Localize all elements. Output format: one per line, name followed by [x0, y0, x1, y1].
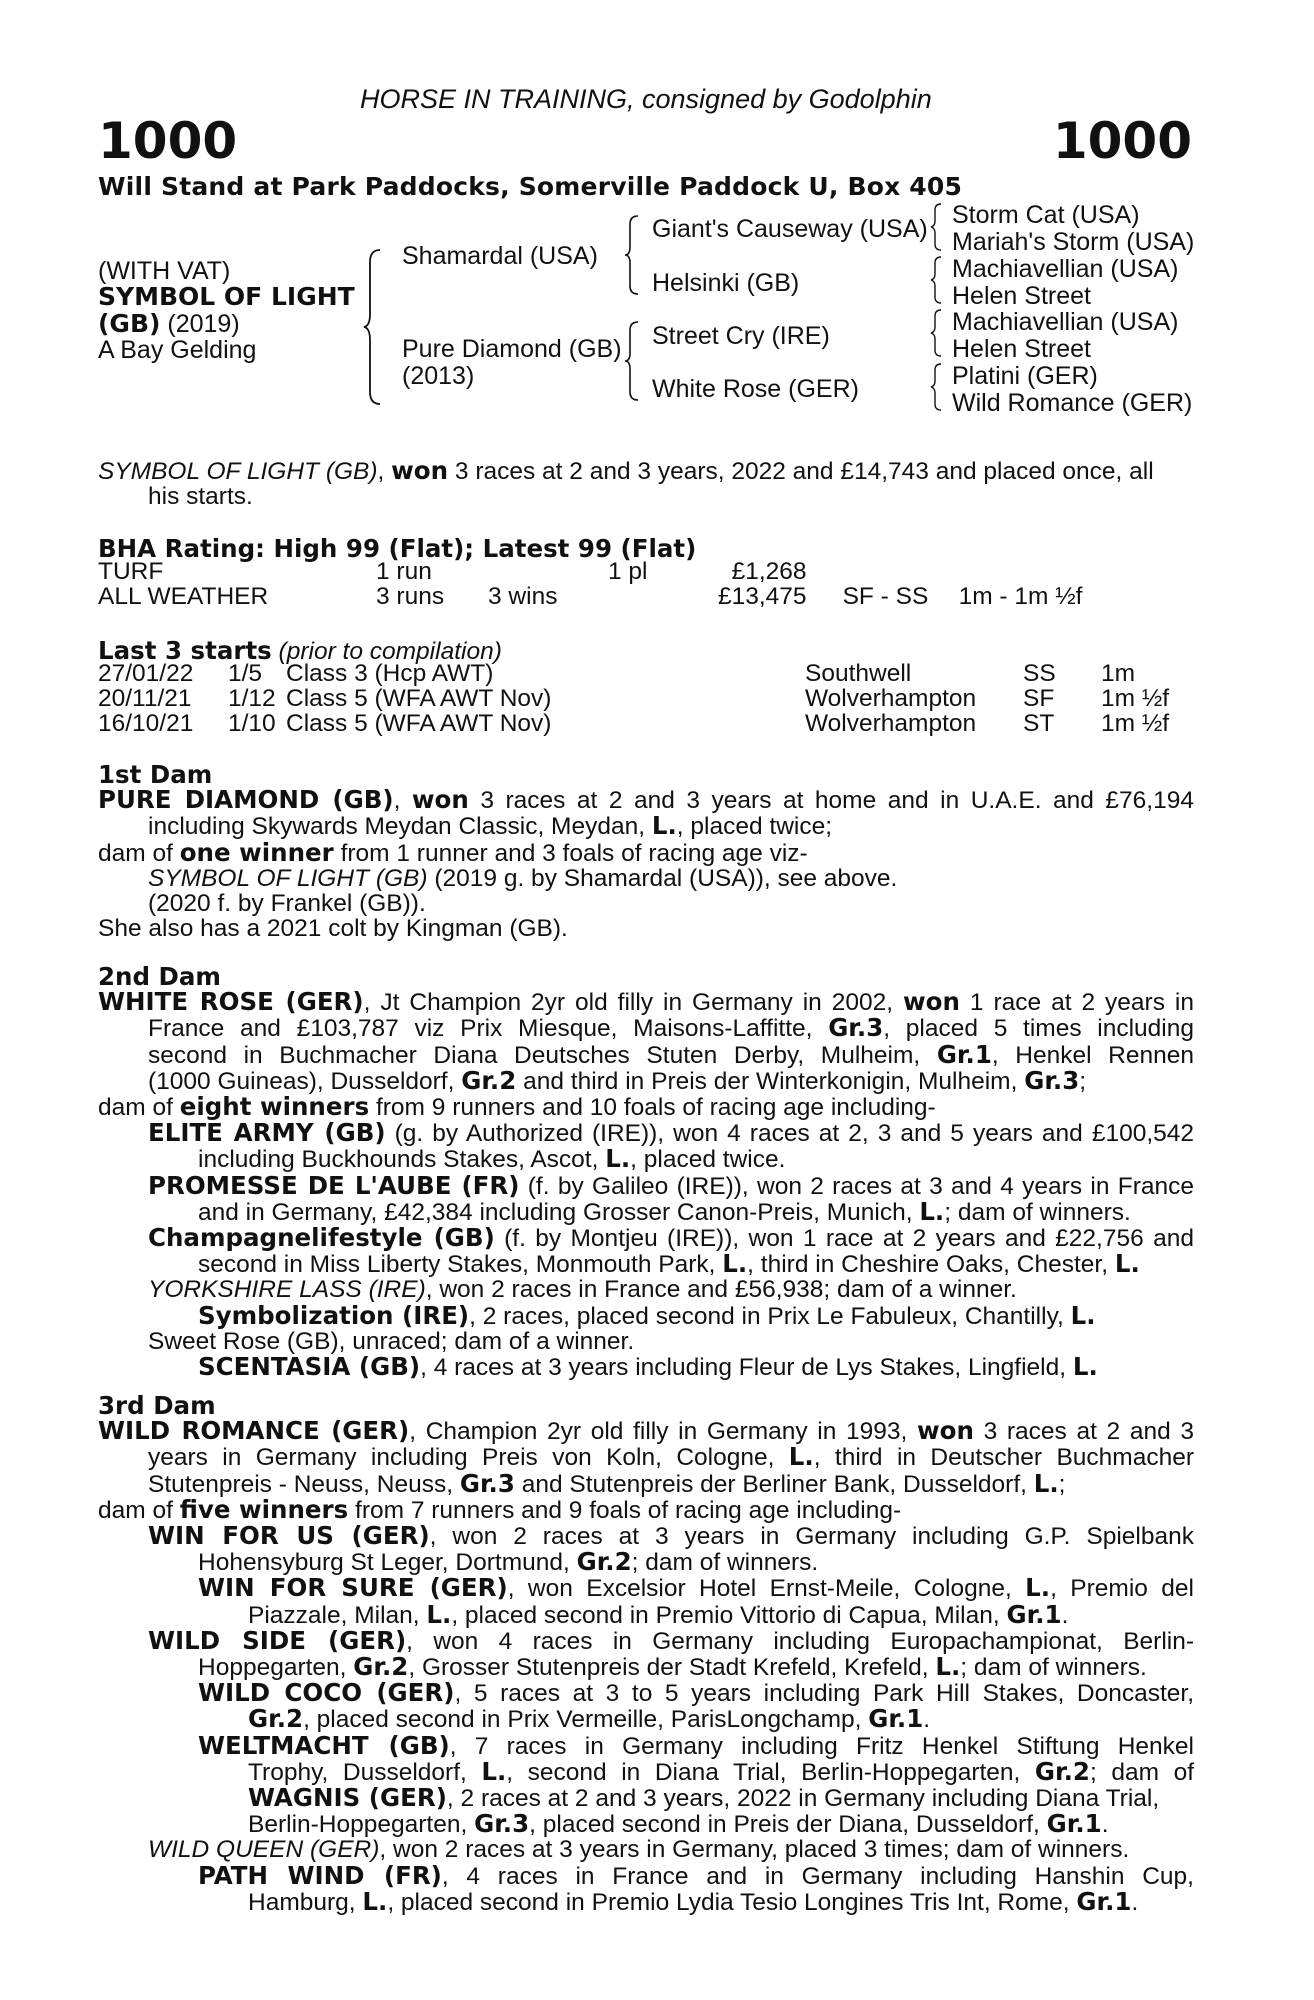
grade-label: Gr.2	[353, 1652, 409, 1682]
start-position: 1/5	[228, 660, 263, 687]
text: Berlin-Hoppegarten,	[248, 1811, 475, 1839]
text: ,	[393, 787, 412, 815]
second-dam-line	[98, 1354, 1194, 1380]
progeny-name: WILD SIDE (GER)	[148, 1625, 407, 1655]
text: from 7 runners and 9 foals of racing age including-	[348, 1496, 902, 1524]
progeny-name: WAGNIS (GER)	[248, 1783, 447, 1813]
text: , won 2 races in France and £56,938; dam of a winner.	[425, 1276, 1017, 1304]
grade-label: L.	[605, 1144, 631, 1174]
text: 3 races at 2 and 3	[973, 1418, 1194, 1446]
runs-cell: 1 run	[376, 558, 432, 585]
summary-horse-name: SYMBOL OF LIGHT (GB)	[98, 458, 378, 485]
wins-cell: 3 wins	[488, 583, 558, 611]
third-dam-line	[98, 1706, 1194, 1732]
progeny-name: WILD COCO (GER)	[198, 1678, 455, 1708]
runs-cell: 3 runs	[376, 583, 445, 611]
grade-label: Gr.1	[1006, 1599, 1062, 1629]
start-position: 1/12	[228, 685, 276, 713]
progeny-name: Symbolization (IRE)	[198, 1300, 470, 1330]
second-dam-line	[98, 1120, 1194, 1146]
third-dam-line	[98, 1418, 1194, 1444]
distance-cell: 1m - 1m ½f	[958, 583, 1083, 611]
turf-row	[98, 559, 1082, 584]
grade-label: Gr.2	[461, 1065, 517, 1095]
race-summary: SYMBOL OF LIGHT (GB), won 3 races at 2 and 3 years, 2022 and £14,743 and placed once, all his starts.	[98, 458, 1194, 509]
third-dam-line	[98, 1444, 1194, 1470]
text: (2019 g. by Shamardal (USA)), see above.	[427, 864, 898, 892]
text: , 4 races in France and in Germany including Hanshin Cup,	[441, 1862, 1194, 1890]
first-dam-line: She also has a 2021 colt by Kingman (GB).	[98, 915, 568, 943]
grade-label: L.	[935, 1652, 961, 1682]
grade-label: Gr.1	[1046, 1809, 1102, 1839]
grade-label: Gr.1	[1076, 1886, 1132, 1916]
grade-label: Gr.2	[576, 1547, 632, 1577]
grade-label: Gr.2	[1034, 1756, 1090, 1786]
second-dam-line	[98, 1065, 1194, 1095]
text: , won 2 races at 3 years in Germany including G.P. Spielbank	[429, 1523, 1195, 1551]
third-dam-line	[98, 1468, 1194, 1498]
second-dam-line	[98, 1277, 1194, 1302]
text: , Jt Champion 2yr old filly in Germany in 2002,	[363, 989, 904, 1017]
second-dam-line	[98, 1146, 1194, 1172]
second-dam-line	[98, 1170, 1194, 1200]
second-dam-section	[98, 964, 1194, 1380]
start-date: 20/11/21	[98, 685, 192, 713]
third-dam-line	[98, 1756, 1195, 1786]
pedigree-brace-main	[362, 248, 384, 406]
winners-count: five winners	[179, 1494, 349, 1524]
grade-label: L.	[426, 1599, 452, 1629]
grade-label: L.	[788, 1442, 814, 1472]
placed-cell	[608, 584, 718, 609]
first-dam-line	[98, 866, 1194, 891]
sire-sire: Giant's Causeway (USA)	[652, 215, 928, 243]
start-race: Class 5 (WFA AWT Nov)	[286, 685, 552, 713]
text: dam of	[98, 1094, 180, 1122]
third-dam-line	[98, 1549, 1194, 1575]
grade-label: L.	[722, 1249, 748, 1279]
gg-dam-dam-dam: Wild Romance (GER)	[952, 389, 1193, 417]
text: , Premio del	[1050, 1575, 1194, 1603]
text: ; dam of winners.	[960, 1654, 1147, 1682]
pedigree-brace-g3-3	[930, 308, 944, 358]
text: , placed second in Preis der Diana, Dusseldorf,	[529, 1811, 1047, 1839]
third-dam-line	[98, 1599, 1194, 1629]
text: , won 4 races in Germany including Europachampionat, Berlin-	[406, 1627, 1194, 1655]
text: , 5 races at 3 to 5 years including Park Hill Stakes, Doncaster,	[454, 1680, 1194, 1708]
start-row	[98, 661, 1169, 686]
grade-label: L.	[1025, 1573, 1051, 1603]
text: (f. by Galileo (IRE)), won 2 races at 3 and 4 years in France	[519, 1172, 1194, 1200]
start-course: Wolverhampton	[805, 710, 977, 738]
third-dam-line	[98, 1860, 1194, 1890]
start-course: Wolverhampton	[805, 685, 977, 713]
text: , third in Deutscher Buchmacher	[813, 1444, 1194, 1472]
grade-label: L.	[362, 1886, 388, 1916]
text: , placed 5 times including	[883, 1015, 1194, 1043]
won-label: won	[411, 785, 469, 815]
third-dam-line	[98, 1811, 1194, 1837]
second-dam-line	[98, 1300, 1194, 1330]
text: , placed second in Premio Lydia Tesio Longines Tris Int, Rome,	[387, 1888, 1077, 1916]
text: and Stutenpreis der Berliner Bank, Dusseldorf,	[514, 1470, 1034, 1498]
dam-name: WILD ROMANCE (GER)	[98, 1416, 410, 1446]
start-going: SF	[1023, 685, 1055, 713]
won-label: won	[903, 987, 960, 1017]
dam-dam: White Rose (GER)	[652, 375, 859, 403]
text: ;	[1058, 1470, 1066, 1498]
grade-label: L.	[1070, 1300, 1096, 1330]
text: (1000 Guineas), Dusseldorf,	[148, 1067, 462, 1095]
start-date: 16/10/21	[98, 710, 194, 738]
going-cell	[807, 559, 959, 584]
text: , won Excelsior Hotel Ernst-Meile, Cologne,	[507, 1575, 1026, 1603]
grade-label: L.	[481, 1756, 507, 1786]
text: including Skywards Meydan Classic, Meydan,	[148, 813, 652, 841]
third-dam-line	[98, 1523, 1194, 1549]
third-dam-line	[98, 1785, 1194, 1811]
progeny-name: WILD QUEEN (GER)	[148, 1836, 380, 1864]
progeny-name: PATH WIND (FR)	[198, 1860, 442, 1890]
second-dam-line	[98, 1251, 1194, 1277]
summary-text-2: his starts.	[148, 483, 253, 511]
progeny-name: Champagnelifestyle (GB)	[148, 1223, 495, 1253]
second-dam-line	[98, 1225, 1194, 1251]
gg-dam-sire-dam: Helen Street	[952, 335, 1091, 363]
text: (g. by Authorized (IRE)), won 4 races at 2, 3 and 5 years and £100,542	[385, 1120, 1195, 1148]
third-dam-line	[98, 1886, 1194, 1916]
second-dam-heading: 2nd Dam	[98, 962, 221, 991]
dam-name: Pure Diamond (GB)	[402, 335, 622, 363]
start-going: ST	[1023, 710, 1055, 738]
text: and in Germany, £42,384 including Grosser Canon-Preis, Munich,	[198, 1198, 920, 1226]
consignor-heading: HORSE IN TRAINING, consigned by Godolphin	[360, 84, 932, 114]
text: , placed second in Premio Vittorio di Capua, Milan,	[451, 1601, 1007, 1629]
first-dam-line	[98, 787, 1194, 813]
last-starts-table	[98, 661, 1169, 737]
text: ; dam of	[1089, 1758, 1195, 1786]
pedigree-brace-sire	[624, 214, 642, 296]
text: from 9 runners and 10 foals of racing age including-	[369, 1094, 936, 1122]
text: .	[923, 1706, 931, 1734]
third-dam-heading: 3rd Dam	[98, 1391, 216, 1420]
text: , 7 races in Germany including Fritz Henkel Stiftung Henkel	[449, 1732, 1194, 1760]
lot-number-left: 1000	[98, 112, 238, 170]
start-row	[98, 711, 1169, 736]
start-position: 1/10	[228, 710, 276, 738]
start-date: 27/01/22	[98, 660, 194, 687]
start-distance: 1m	[1101, 660, 1136, 687]
grade-label: L.	[1033, 1468, 1059, 1498]
text: .	[1131, 1888, 1139, 1916]
third-dam-line	[98, 1654, 1194, 1680]
grade-label: Gr.3	[828, 1013, 884, 1043]
text: ; dam of winners.	[944, 1198, 1131, 1226]
text: including Buckhounds Stakes, Ascot,	[198, 1146, 606, 1174]
second-dam-line	[98, 1015, 1194, 1041]
third-dam-line	[98, 1494, 1194, 1524]
progeny-name: WIN FOR US (GER)	[148, 1521, 430, 1551]
third-dam-line	[98, 1575, 1194, 1601]
text: , placed twice;	[676, 813, 833, 841]
start-race: Class 5 (WFA AWT Nov)	[286, 710, 552, 738]
dam-sire: Street Cry (IRE)	[652, 322, 830, 350]
third-dam-section	[98, 1393, 1194, 1915]
text: dam of	[98, 839, 180, 867]
going-cell: SF - SS	[842, 583, 929, 611]
grade-label: Gr.3	[1024, 1065, 1080, 1095]
pedigree-brace-dam	[624, 320, 642, 402]
grade-label: Gr.1	[936, 1039, 992, 1069]
bha-rating-text: BHA Rating: High 99 (Flat); Latest 99 (Flat)	[98, 534, 697, 563]
second-dam-line: Sweet Rose (GB), unraced; dam of a winner.	[148, 1327, 635, 1355]
last-starts-heading: Last 3 starts	[98, 636, 272, 665]
text: ;	[1079, 1067, 1087, 1095]
grade-label: Gr.3	[459, 1468, 515, 1498]
third-dam-line	[98, 1625, 1194, 1655]
gg-sire-dam-dam: Helen Street	[952, 282, 1091, 310]
pedigree-brace-g3-1	[930, 202, 944, 252]
grade-label: L.	[651, 811, 677, 841]
text: , 2 races, placed second in Prix Le Fabuleux, Chantilly,	[469, 1302, 1071, 1330]
text: , Henkel Rennen	[991, 1041, 1194, 1069]
text: years in Germany including Preis von Koln, Cologne,	[148, 1444, 789, 1472]
text: , 2 races at 2 and 3 years, 2022 in Germany including Diana Trial,	[446, 1785, 1160, 1813]
text: (f. by Montjeu (IRE)), won 1 race at 2 years and £22,756 and	[494, 1225, 1194, 1253]
first-dam-section	[98, 762, 1194, 941]
text: Hamburg,	[248, 1888, 363, 1916]
text: , won 2 races at 3 years in Germany, placed 3 times; dam of winners.	[379, 1836, 1130, 1864]
horse-year: (2019)	[160, 310, 240, 338]
gg-sire-sire-sire: Storm Cat (USA)	[952, 201, 1140, 229]
grade-label: L.	[919, 1196, 945, 1226]
horse-country-year	[98, 309, 240, 339]
start-course: Southwell	[805, 660, 912, 687]
vat-note: (WITH VAT)	[98, 257, 231, 285]
text: .	[1061, 1601, 1069, 1629]
gg-dam-dam-sire: Platini (GER)	[952, 362, 1098, 390]
text: France and £103,787 viz Prix Miesque, Maisons-Laffitte,	[148, 1015, 829, 1043]
first-dam-heading: 1st Dam	[98, 760, 213, 789]
text: ; dam of winners.	[631, 1549, 819, 1577]
second-dam-line	[98, 989, 1194, 1015]
horse-country: (GB)	[98, 309, 161, 338]
start-distance: 1m ½f	[1101, 710, 1170, 738]
first-dam-line: (2020 f. by Frankel (GB)).	[148, 890, 426, 918]
second-dam-line	[98, 1039, 1194, 1069]
text: from 1 runner and 3 foals of racing age viz-	[333, 839, 808, 867]
text: dam of	[98, 1496, 180, 1524]
text: Hoppegarten,	[198, 1654, 354, 1682]
gg-dam-sire-sire: Machiavellian (USA)	[952, 308, 1179, 336]
start-going: SS	[1023, 660, 1056, 687]
text: Piazzale, Milan,	[248, 1601, 427, 1629]
winners-count: one winner	[179, 837, 334, 867]
text: , Champion 2yr old filly in Germany in 1993,	[409, 1418, 917, 1446]
prize-cell: £1,268	[731, 558, 807, 585]
third-dam-line	[98, 1680, 1194, 1706]
start-row	[98, 686, 1169, 711]
text: Hohensyburg St Leger, Dortmund,	[198, 1549, 577, 1577]
placed-cell: 1 pl	[608, 558, 648, 585]
form-summary-table	[98, 559, 1082, 609]
text: 3 races at 2 and 3 years at home and in U.A.E. and £76,194	[468, 787, 1194, 815]
second-dam-line	[98, 1094, 1194, 1120]
start-distance: 1m ½f	[1101, 685, 1170, 713]
third-dam-line	[98, 1730, 1194, 1760]
text: Trophy, Dusseldorf,	[248, 1758, 482, 1786]
horse-name: SYMBOL OF LIGHT	[98, 282, 355, 311]
text: , second in Diana Trial, Berlin-Hoppegarten,	[506, 1758, 1035, 1786]
surface-cell: TURF	[98, 558, 164, 585]
text: Stutenpreis - Neuss, Neuss,	[148, 1470, 460, 1498]
sire-dam: Helsinki (GB)	[652, 269, 800, 297]
third-dam-line	[98, 1837, 1194, 1862]
pedigree-brace-g3-4	[930, 362, 944, 412]
grade-label: Gr.2	[248, 1704, 304, 1734]
grade-label: Gr.1	[868, 1704, 924, 1734]
progeny-name: SYMBOL OF LIGHT (GB)	[148, 864, 428, 892]
gg-sire-sire-dam: Mariah's Storm (USA)	[952, 228, 1195, 256]
horse-description: A Bay Gelding	[98, 336, 257, 364]
first-dam-line	[98, 813, 1194, 839]
text: and third in Preis der Winterkonigin, Mulheim,	[516, 1067, 1025, 1095]
text: .	[1101, 1811, 1109, 1839]
progeny-name: YORKSHIRE LASS (IRE)	[148, 1276, 426, 1304]
distance-cell	[959, 559, 1083, 584]
text: 1 race at 2 years in	[959, 989, 1194, 1017]
won-label: won	[917, 1416, 974, 1446]
grade-label: L.	[1072, 1352, 1098, 1382]
lot-number-right: 1000	[1052, 112, 1192, 170]
text: second in Buchmacher Diana Deutsches Stuten Derby, Mulheim,	[148, 1041, 937, 1069]
text: , third in Cheshire Oaks, Chester,	[747, 1251, 1115, 1279]
summary-won: won	[391, 456, 449, 485]
dam-year: (2013)	[402, 362, 475, 390]
surface-cell: ALL WEATHER	[98, 583, 269, 611]
last-starts-note: (prior to compilation)	[271, 638, 502, 665]
start-race: Class 3 (Hcp AWT)	[286, 660, 494, 687]
grade-label: L.	[1114, 1249, 1140, 1279]
summary-text-1: 3 races at 2 and 3 years, 2022 and £14,743 and placed once, all	[448, 458, 1154, 485]
text: second in Miss Liberty Stakes, Monmouth Park,	[198, 1251, 723, 1279]
wins-cell	[488, 559, 608, 584]
text: , placed twice.	[630, 1146, 786, 1174]
all-weather-row	[98, 584, 1082, 609]
text: , Grosser Stutenpreis der Stadt Krefeld, Krefeld,	[408, 1654, 936, 1682]
stabling-location: Will Stand at Park Paddocks, Somerville Paddock U, Box 405	[98, 172, 963, 201]
sire-name: Shamardal (USA)	[402, 242, 598, 270]
progeny-name: WELTMACHT (GB)	[198, 1730, 450, 1760]
text: , 4 races at 3 years including Fleur de Lys Stakes, Lingfield,	[420, 1354, 1073, 1382]
progeny-name: PROMESSE DE L'AUBE (FR)	[148, 1170, 520, 1200]
prize-cell: £13,475	[718, 583, 807, 611]
gg-sire-dam-sire: Machiavellian (USA)	[952, 255, 1179, 283]
text: , placed second in Prix Vermeille, ParisLongchamp,	[303, 1706, 869, 1734]
first-dam-line	[98, 837, 1194, 867]
dam-name: WHITE ROSE (GER)	[98, 987, 364, 1017]
pedigree-brace-g3-2	[930, 255, 944, 305]
progeny-name: ELITE ARMY (GB)	[148, 1118, 386, 1148]
grade-label: Gr.3	[474, 1809, 530, 1839]
progeny-name: SCENTASIA (GB)	[198, 1352, 421, 1382]
second-dam-line	[98, 1196, 1194, 1226]
winners-count: eight winners	[179, 1092, 370, 1122]
dam-name: PURE DIAMOND (GB)	[98, 785, 394, 815]
progeny-name: WIN FOR SURE (GER)	[198, 1573, 508, 1603]
